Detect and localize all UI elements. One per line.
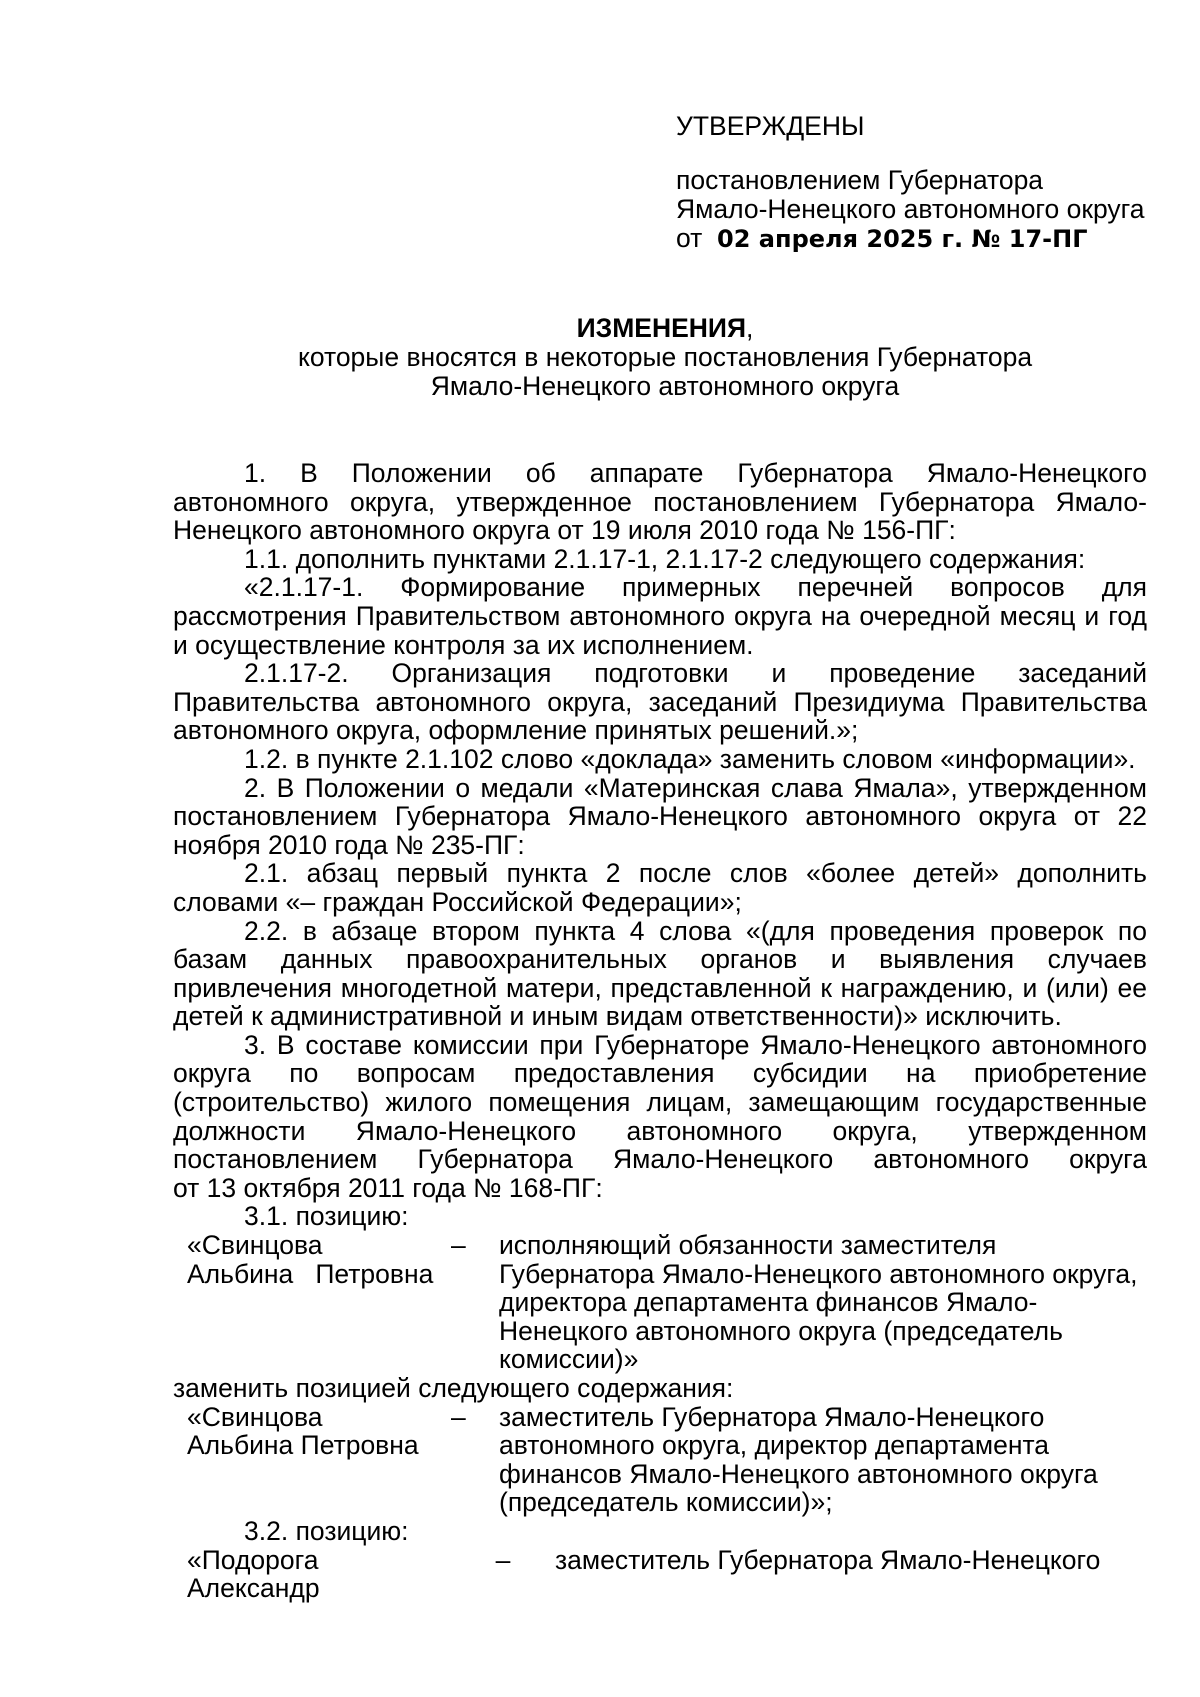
paragraph: «2.1.17-1. Формирование примерных перечней вопросов для рассмотрения Правительством автономного округа на очередной месяц и год и осуществление контроля за их исполнением. <box>173 572 1147 660</box>
approval-line: постановлением Губернатора <box>676 165 1044 195</box>
heading-title-line <box>0 314 1200 343</box>
position-row <box>173 1231 1147 1374</box>
paragraph: 3. В составе комиссии при Губернаторе Ямало-Ненецкого автономного округа по вопросам предоставления субсидии на приобретение (строительство) жилого помещения лицам, замещающим государственные должности Ямало-Ненецкого автономного округа, утвержденном <box>173 1029 1147 1146</box>
position-name-line: «Свинцова <box>187 1230 323 1261</box>
paragraph: постановлением Губернатора Ямало-Ненецкого автономного округа <box>173 1144 1147 1175</box>
paragraph: 2.1.17-2. Организация подготовки и проведение заседаний Правительства автономного округа, заседаний Президиума Правительства автономного округа, оформление принятых решений.»; <box>173 658 1147 746</box>
position-name-line: «Свинцова <box>187 1401 323 1432</box>
paragraph: 2. В Положении о медали «Материнская слава Ямала», утвержденном постановлением Губернатора Ямало-Ненецкого автономного округа от 22 ноября 2010 года № 235-ПГ: <box>173 772 1147 860</box>
position-row <box>173 1403 1147 1517</box>
position-description: исполняющий обязанности заместителя Губернатора Ямало-Ненецкого автономного округа, директора департамента финансов Ямало-Ненецкого автономного округа (председатель комиссии)» <box>499 1230 1138 1375</box>
position-name <box>173 1403 451 1517</box>
paragraph: 2.1. абзац первый пункта 2 после слов «более детей» дополнить словами «– граждан Российской Федерации»; <box>173 858 1147 917</box>
position-description: заместитель Губернатора Ямало-Ненецкого автономного округа, директор департамента финансов Ямало-Ненецкого автономного округа (председатель комиссии)»; <box>499 1401 1098 1518</box>
paragraph: 1. В Положении об аппарате Губернатора Ямало-Ненецкого автономного округа, утвержденное постановлением Губернатора Ямало-Ненецкого автономного округа от 19 июля 2010 года № 156-ПГ: <box>173 458 1147 546</box>
position-row <box>173 1546 1147 1603</box>
approval-date-number: 02 апреля 2025 г. № 17-ПГ <box>717 225 1088 253</box>
position-dash: – <box>451 1401 466 1432</box>
position-name: «Подорога Александр <box>187 1544 320 1604</box>
paragraph: 1.1. дополнить пунктами 2.1.17-1, 2.1.17-2 следующего содержания: <box>244 543 1086 574</box>
position-dash: – <box>451 1230 466 1261</box>
approval-block <box>676 112 1176 254</box>
approval-line: Ямало-Ненецкого автономного округа <box>676 194 1145 224</box>
position-name <box>173 1231 451 1374</box>
heading-title-suffix: , <box>746 313 754 343</box>
paragraph: заменить позицией следующего содержания: <box>173 1373 734 1403</box>
paragraph: 1.2. в пункте 2.1.102 слово «доклада» заменить словом «информации». <box>244 743 1136 774</box>
position-description: заместитель Губернатора Ямало-Ненецкого <box>555 1544 1101 1575</box>
document-heading <box>0 314 1200 401</box>
paragraph: 2.2. в абзаце втором пункта 4 слова «(для проведения проверок по базам данных правоохранительных органов и выявления случаев привлечения многодетной матери, представленной к награждению, и (или) ее детей к административной и иным видам ответственности)» исключить. <box>173 915 1147 1032</box>
heading-title: ИЗМЕНЕНИЯ <box>576 313 747 343</box>
position-dash: – <box>495 1544 511 1575</box>
paragraph: 3.1. позицию: <box>244 1201 409 1232</box>
position-name-line: Альбина Петровна <box>187 1258 434 1289</box>
approval-from: от <box>676 223 703 253</box>
approval-date-line <box>676 224 1176 254</box>
approval-title: УТВЕРЖДЕНЫ <box>676 111 865 141</box>
position-name-line: Альбина Петровна <box>187 1430 419 1461</box>
heading-subtitle: которые вносятся в некоторые постановления Губернатора <box>297 342 1033 372</box>
document-body <box>173 459 1147 1603</box>
paragraph: от 13 октября 2011 года № 168-ПГ: <box>173 1172 603 1203</box>
heading-subtitle: Ямало-Ненецкого автономного округа <box>430 371 900 401</box>
paragraph: 3.2. позицию: <box>244 1515 409 1546</box>
